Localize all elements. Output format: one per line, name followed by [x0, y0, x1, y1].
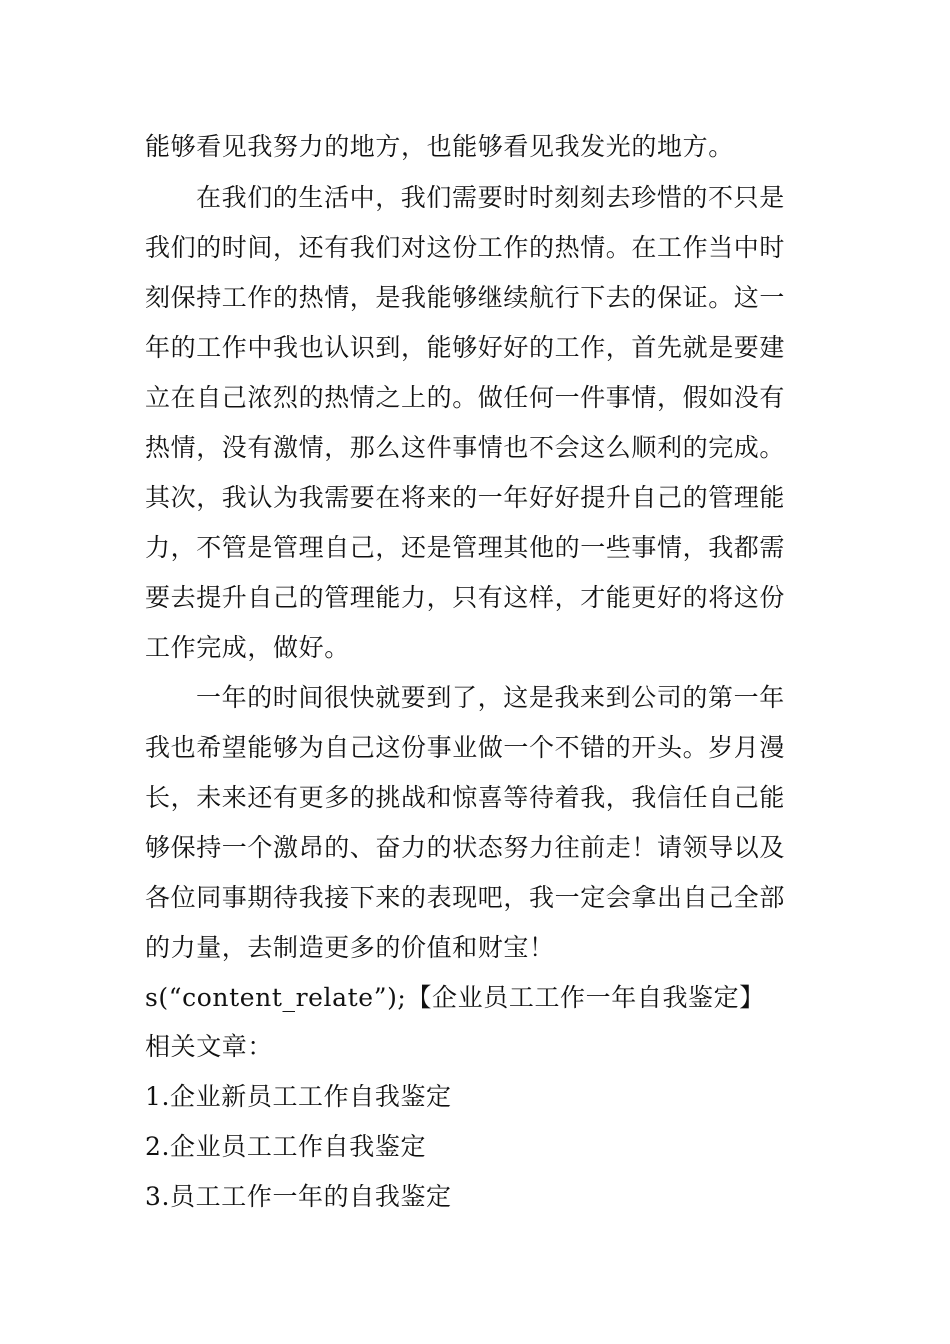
text-line: 的力量，去制造更多的价值和财宝！ [145, 933, 555, 962]
text-line: 立在自己浓烈的热情之上的。做任何一件事情，假如没有 [145, 383, 786, 412]
text-line: 力，不管是管理自己，还是管理其他的一些事情，我都需 [145, 533, 786, 562]
text-line: 够保持一个激昂的、奋力的状态努力往前走！请领导以及 [145, 833, 786, 862]
text-line: 我们的时间，还有我们对这份工作的热情。在工作当中时 [145, 233, 786, 262]
paragraph-start-line: 一年的时间很快就要到了，这是我来到公司的第一年 [196, 683, 785, 712]
related-article-link[interactable]: 1.企业新员工工作自我鉴定 [145, 1082, 452, 1111]
text-line: 热情，没有激情，那么这件事情也不会这么顺利的完成。 [145, 433, 786, 462]
related-articles-label: 相关文章： [145, 1032, 274, 1061]
text-line: 我也希望能够为自己这份事业做一个不错的开头。岁月漫 [145, 733, 786, 762]
text-line: 要去提升自己的管理能力，只有这样，才能更好的将这份 [145, 583, 786, 612]
text-line: 能够看见我努力的地方，也能够看见我发光的地方。 [145, 132, 734, 161]
related-header-line: s(“content_relate”);【企业员工工作一年自我鉴定】 [145, 983, 765, 1012]
related-article-link[interactable]: 3.员工工作一年的自我鉴定 [145, 1182, 452, 1211]
text-line: 年的工作中我也认识到，能够好好的工作，首先就是要建 [145, 333, 786, 362]
text-line: 长，未来还有更多的挑战和惊喜等待着我，我信任自己能 [145, 783, 786, 812]
text-line: 工作完成，做好。 [145, 633, 350, 662]
text-line: 各位同事期待我接下来的表现吧，我一定会拿出自己全部 [145, 883, 786, 912]
text-line: 刻保持工作的热情，是我能够继续航行下去的保证。这一 [145, 283, 786, 312]
text-line: 其次，我认为我需要在将来的一年好好提升自己的管理能 [145, 483, 786, 512]
related-article-link[interactable]: 2.企业员工工作自我鉴定 [145, 1132, 427, 1161]
paragraph-start-line: 在我们的生活中，我们需要时时刻刻去珍惜的不只是 [196, 183, 785, 212]
